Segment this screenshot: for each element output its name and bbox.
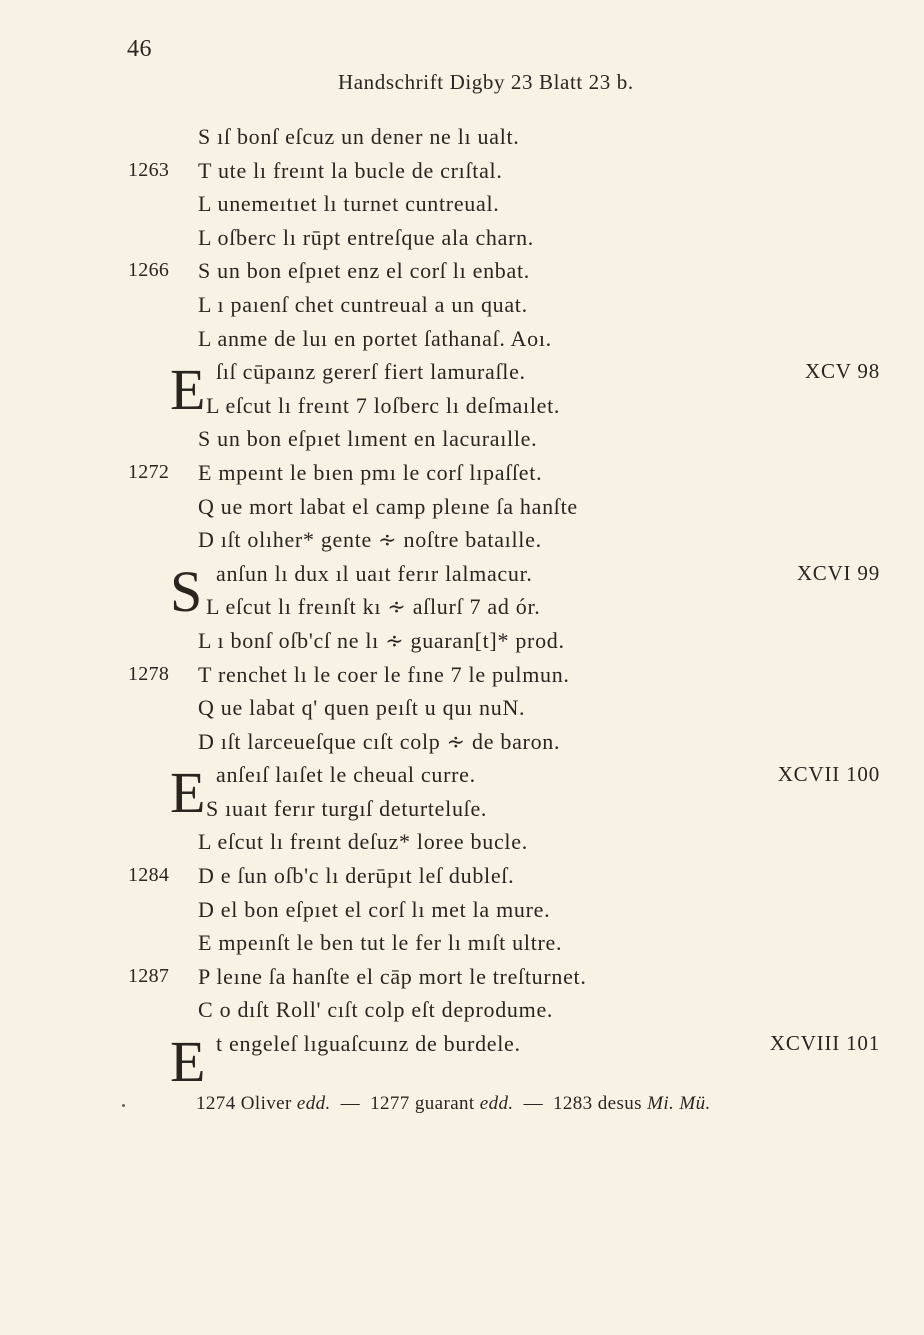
line-number: 1287 [128, 964, 170, 987]
footnote-source: edd. [296, 1093, 331, 1114]
verse-text: Q ue labat q' quen peıſt u quı nuN. [198, 695, 526, 721]
verse-text: L ı paıenſ chet cuntreual a un quat. [198, 291, 528, 317]
verse-text: T ute lı freınt la bucle de crıſtal. [198, 157, 503, 183]
drop-initial: E [170, 1029, 206, 1095]
footnote-reading: Oliver [240, 1093, 292, 1114]
verse-line [0, 658, 924, 692]
verse-line [0, 221, 924, 255]
verse-line [0, 590, 924, 624]
line-number: 1266 [128, 259, 170, 282]
verse-text: D el bon eſpıet el corſ lı met la mure. [198, 896, 551, 922]
verse-line [0, 490, 924, 524]
footnote-reading: desus [597, 1093, 642, 1114]
footnote-ref: 1283 [552, 1093, 593, 1114]
footnote-ref: 1274 [196, 1093, 236, 1114]
line-number: 1272 [128, 460, 170, 483]
drop-initial: E [170, 357, 206, 423]
verse-line [0, 120, 924, 154]
line-number: 1263 [128, 158, 170, 181]
verse-text: D ıſt olıher* gente ∻ noſtre bataılle. [198, 527, 542, 553]
verse-text: L anme de luı en portet ſathanaſ. Aoı. [198, 325, 552, 351]
footnotes [196, 1093, 711, 1115]
verse-text: E mpeınt le bıen pmı le corſ lıpaſſet. [198, 459, 543, 485]
verse-line [0, 288, 924, 322]
verse-text: L unemeıtıet lı turnet cuntreual. [198, 191, 500, 217]
verse-line [0, 154, 924, 188]
verse-text: S ıſ bonſ eſcuz un dener ne lı ualt. [198, 124, 520, 149]
margin-dot [122, 1104, 125, 1107]
verse-line [0, 624, 924, 658]
footnote-separator: — [340, 1093, 361, 1114]
verse-line [0, 960, 924, 994]
verse-line [0, 691, 924, 725]
verse-text: ſıſ cūpaınz gererſ fiert lamuraſle. [216, 359, 526, 385]
verse-text: L oſberc lı rūpt entreſque ala charn. [198, 224, 534, 250]
footnote-source: edd. [479, 1093, 514, 1114]
verse-text: L eſcut lı freınſt kı ∻ aſlurſ 7 ad ór. [206, 594, 541, 620]
verse-text: t engeleſ lıguaſcuınz de burdele. [216, 1031, 521, 1057]
verse-line [0, 322, 924, 356]
line-number: 1278 [128, 662, 170, 685]
verse-line [0, 792, 924, 826]
drop-initial: E [170, 760, 206, 826]
verse-line [0, 422, 924, 456]
verse-text: S ıuaıt ferır turgıſ deturteluſe. [206, 795, 488, 821]
verse-text: S un bon eſpıet lıment en lacuraılle. [198, 426, 538, 452]
verse-text: D e ſun oſb'c lı derūpıt leſ dubleſ. [198, 863, 515, 889]
footnote-source: Mi. Mü. [647, 1093, 711, 1114]
verse-text: Q ue mort labat el camp pleıne ſa hanſte [198, 493, 578, 519]
drop-initial: S [170, 558, 203, 624]
verse-text: anſun lı dux ıl uaıt ferır lalmacur. [216, 560, 533, 586]
footnote-separator: — [523, 1093, 543, 1114]
verse-line [0, 187, 924, 221]
verse-text: L eſcut lı freınt 7 loſberc lı deſmaılet. [206, 392, 561, 418]
running-head: Handschrift Digby 23 Blatt 23 b. [338, 70, 634, 94]
footnote-reading: guarant [414, 1093, 475, 1114]
verse-line [0, 456, 924, 490]
line-number: 1284 [128, 864, 170, 887]
verse-block [0, 120, 924, 1095]
verse-text: T renchet lı le coer le fıne 7 le pulmun. [198, 661, 570, 687]
verse-line [0, 725, 924, 759]
laisse-number: XCVII 100 [777, 762, 880, 787]
verse-text: D ıſt larceueſque cıſt colp ∻ de baron. [198, 728, 561, 754]
page-number: 46 [127, 36, 152, 62]
verse-line [0, 523, 924, 557]
verse-text: L ı bonſ oſb'cſ ne lı ∻ guaran[t]* prod. [198, 627, 565, 653]
verse-text: C o dıſt Roll' cıſt colp eſt deprodume. [198, 997, 554, 1023]
verse-line [0, 389, 924, 423]
verse-text: anſeıſ laıſet le cheual curre. [216, 762, 476, 788]
verse-text: P leıne ſa hanſte el cāp mort le treſturnet. [198, 963, 587, 989]
verse-line [0, 993, 924, 1027]
footnote-ref: 1277 [370, 1093, 410, 1114]
verse-text: E mpeınſt le ben tut le fer lı mıſt ultre. [198, 930, 563, 956]
verse-line [0, 893, 924, 927]
verse-text: L eſcut lı freınt deſuz* loree bucle. [198, 829, 528, 855]
verse-line [0, 926, 924, 960]
laisse-number: XCV 98 [804, 359, 880, 384]
laisse-number: XCVI 99 [796, 560, 880, 585]
laisse-number: XCVIII 101 [769, 1031, 880, 1056]
verse-line [0, 254, 924, 288]
verse-text: S un bon eſpıet enz el corſ lı enbat. [198, 258, 530, 284]
verse-line [0, 1027, 924, 1095]
verse-line [0, 859, 924, 893]
verse-line [0, 825, 924, 859]
